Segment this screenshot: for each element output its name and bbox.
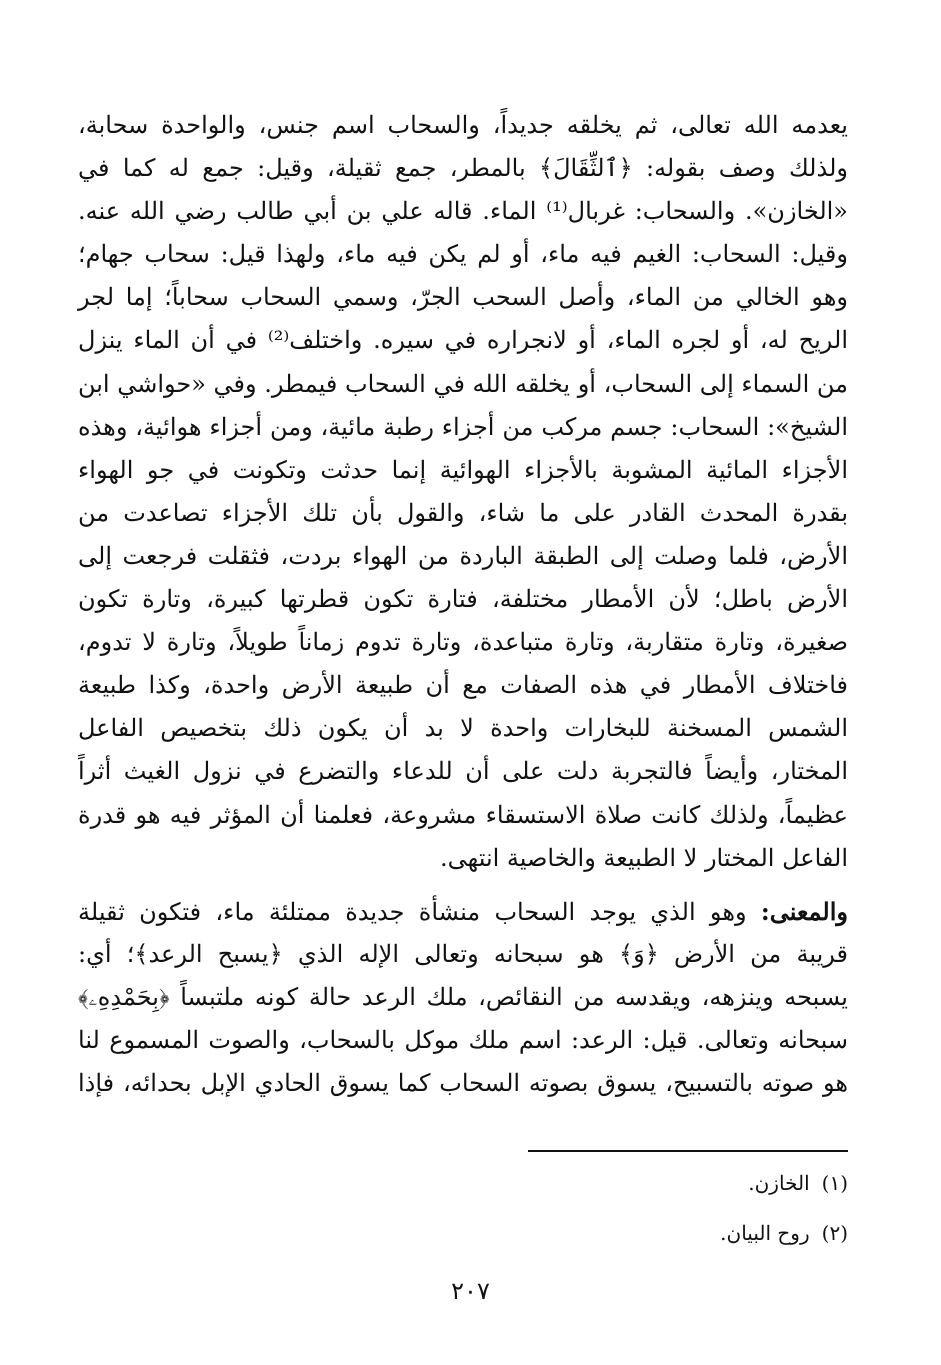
text-line: فاختلاف الأمطار في هذه الصفات مع أن طبيعة الأرض واحدة، وكذا طبيعة bbox=[78, 671, 848, 700]
text-line: ولذلك وصف بقوله: ﴿ٱلثِّقَالَ﴾ بالمطر، جمع ثقيلة، وقيل: جمع له كما في bbox=[78, 154, 848, 183]
text-line: الأجزاء المائية المشوبة بالأجزاء الهوائية إنما حدثت وتكونت في جو الهواء bbox=[78, 455, 848, 484]
text-line: المختار، وأيضاً فالتجربة دلت على أن للدعاء والتضرع في نزول الغيث أثراً bbox=[78, 757, 848, 786]
text-line: سبحانه وتعالى. قيل: الرعد: اسم ملك موكل بالسحاب، والصوت المسموع لنا bbox=[78, 1025, 848, 1054]
text-line-rest: وهو الذي يوجد السحاب منشأة جديدة ممتلئة ماء، فتكون ثقيلة bbox=[78, 897, 761, 926]
paragraph-2 bbox=[78, 890, 848, 1105]
text-line: «الخازن». والسحاب: غربال⁽¹⁾ الماء. قاله علي بن أبي طالب رضي الله عنه. bbox=[78, 197, 848, 226]
footnote-divider bbox=[528, 1150, 848, 1152]
paragraph-gap bbox=[78, 880, 848, 890]
text-line: بقدرة المحدث القادر على ما شاء، والقول بأن تلك الأجزاء تصاعدت من bbox=[78, 498, 848, 527]
text-line: عظيماً، ولذلك كانت صلاة الاستسقاء مشروعة، فعلمنا أن المؤثر فيه هو قدرة bbox=[78, 800, 848, 829]
page-number: ٢٠٧ bbox=[451, 1277, 490, 1305]
footnote-2 bbox=[448, 1213, 848, 1263]
text-line: وهو الخالي من الماء، وأصل السحب الجرّ، وسمي السحاب سحاباً؛ إما لجر bbox=[78, 283, 848, 312]
meaning-heading: والمعنى: bbox=[760, 896, 848, 926]
footnotes bbox=[448, 1163, 848, 1263]
footnote-text: روح البيان. bbox=[720, 1221, 810, 1245]
text-line bbox=[78, 890, 848, 933]
footnote-number: (١) bbox=[821, 1171, 848, 1195]
text-line: يعدمه الله تعالى، ثم يخلقه جديداً، والسحاب اسم جنس، والواحدة سحابة، bbox=[78, 111, 848, 139]
text-line: الشيخ»: السحاب: جسم مركب من أجزاء رطبة مائية، ومن أجزاء هوائية، وهذه bbox=[78, 412, 848, 441]
page-text bbox=[78, 104, 848, 1105]
text-line: قريبة من الأرض ﴿وَ﴾ هو سبحانه وتعالى الإله الذي ﴿يسبح الرعد﴾؛ أي: bbox=[78, 939, 848, 968]
text-line: الفاعل المختار لا الطبيعة والخاصية انتهى. bbox=[440, 843, 848, 872]
text-line: صغيرة، وتارة متقاربة، وتارة متباعدة، وتارة تدوم زماناً طويلاً، وتارة لا تدوم، bbox=[78, 628, 848, 657]
text-line: الأرض باطل؛ لأن الأمطار مختلفة، فتارة تكون قطرتها كبيرة، وتارة تكون bbox=[78, 585, 848, 614]
text-line: من السماء إلى السحاب، أو يخلقه الله في السحاب فيمطر. وفي «حواشي ابن bbox=[77, 369, 848, 398]
text-line: وقيل: السحاب: الغيم فيه ماء، أو لم يكن فيه ماء، ولهذا قيل: سحاب جهام؛ bbox=[78, 240, 848, 269]
footnote-text: الخازن. bbox=[748, 1171, 810, 1195]
text-line: يسبحه وينزهه، ويقدسه من النقائص، ملك الرعد حالة كونه ملتبساً ﴿بِحَمْدِهِۦ﴾ bbox=[78, 982, 848, 1011]
text-line: هو صوته بالتسبيح، يسوق بصوته السحاب كما يسوق الحادي الإبل بحدائه، فإذا bbox=[78, 1069, 849, 1098]
footnote-number: (٢) bbox=[821, 1221, 848, 1245]
paragraph-1 bbox=[78, 104, 848, 880]
text-line: الأرض، فلما وصلت إلى الطبقة الباردة من الهواء بردت، فثقلت فرجعت إلى bbox=[78, 541, 848, 570]
text-line: الشمس المسخنة للبخارات واحدة لا بد أن يكون ذلك بتخصيص الفاعل bbox=[78, 714, 848, 743]
text-line: الريح له، أو لجره الماء، أو لانجراره في سيره. واختلف⁽²⁾ في أن الماء ينزل bbox=[78, 326, 849, 355]
footnote-1 bbox=[448, 1163, 848, 1213]
